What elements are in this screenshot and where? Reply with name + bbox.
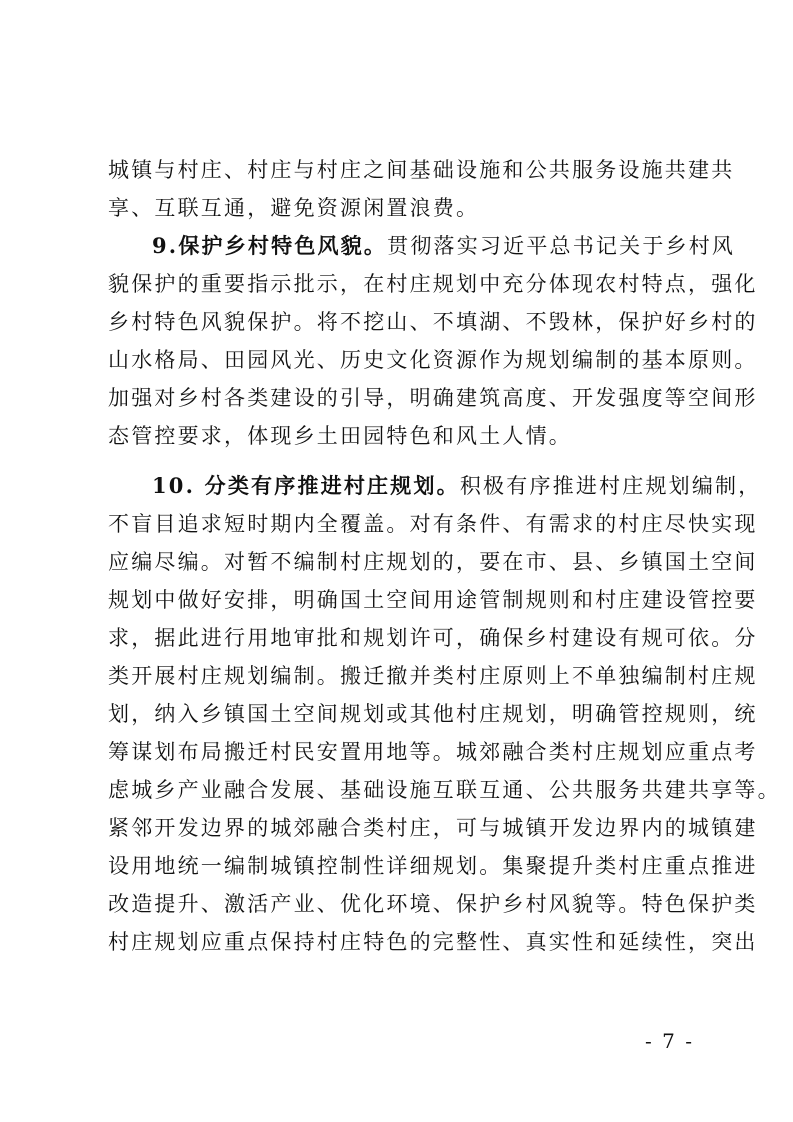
paragraph-line: 应编尽编。对暂不编制村庄规划的，要在市、县、乡镇国土空间	[108, 550, 758, 574]
paragraph-line: 山水格局、田园风光、历史文化资源作为规划编制的基本原则。	[108, 348, 758, 372]
paragraph-line: 加强对乡村各类建设的引导，明确建筑高度、开发强度等空间形	[108, 386, 758, 410]
page-number: - 7 -	[645, 1029, 694, 1053]
paragraph-line: 筹谋划布局搬迁村民安置用地等。城郊融合类村庄规划应重点考	[108, 740, 758, 764]
paragraph-line: 规划中做好安排，明确国土空间用途管制规则和村庄建设管控要	[108, 588, 758, 612]
paragraph-line: 城镇与村庄、村庄与村庄之间基础设施和公共服务设施共建共	[108, 158, 735, 182]
paragraph-line: 改造提升、激活产业、优化环境、保护乡村风貌等。特色保护类	[108, 892, 758, 916]
paragraph-line: 设用地统一编制城镇控制性详细规划。集聚提升类村庄重点推进	[108, 854, 758, 878]
paragraph-line: 紧邻开发边界的城郊融合类村庄，可与城镇开发边界内的城镇建	[108, 816, 758, 840]
paragraph-10-first-line	[152, 466, 762, 506]
paragraph-9-first-line	[152, 226, 736, 266]
paragraph-line: 态管控要求，体现乡土田园特色和风土人情。	[108, 424, 572, 448]
section-heading-9: 9.保护乡村特色风貌。	[152, 233, 388, 258]
paragraph-text: 积极有序推进村庄规划编制，	[459, 474, 762, 498]
paragraph-line: 划，纳入乡镇国土空间规划或其他村庄规划，明确管控规则，统	[108, 702, 758, 726]
paragraph-line: 不盲目追求短时期内全覆盖。对有条件、有需求的村庄尽快实现	[108, 512, 758, 536]
paragraph-line: 求，据此进行用地审批和规划许可，确保乡村建设有规可依。分	[108, 626, 758, 650]
paragraph-text: 贯彻落实习近平总书记关于乡村风	[387, 234, 736, 258]
paragraph-line: 享、互联互通，避免资源闲置浪费。	[108, 196, 480, 220]
paragraph-line: 虑城乡产业融合发展、基础设施互联互通、公共服务共建共享等。	[108, 778, 781, 802]
section-heading-10: 10. 分类有序推进村庄规划。	[152, 473, 460, 498]
paragraph-line: 类开展村庄规划编制。搬迁撤并类村庄原则上不单独编制村庄规	[108, 664, 758, 688]
paragraph-line: 乡村特色风貌保护。将不挖山、不填湖、不毁林，保护好乡村的	[108, 310, 758, 334]
paragraph-line: 貌保护的重要指示批示，在村庄规划中充分体现农村特点，强化	[108, 272, 758, 296]
paragraph-line: 村庄规划应重点保持村庄特色的完整性、真实性和延续性，突出	[108, 930, 758, 954]
